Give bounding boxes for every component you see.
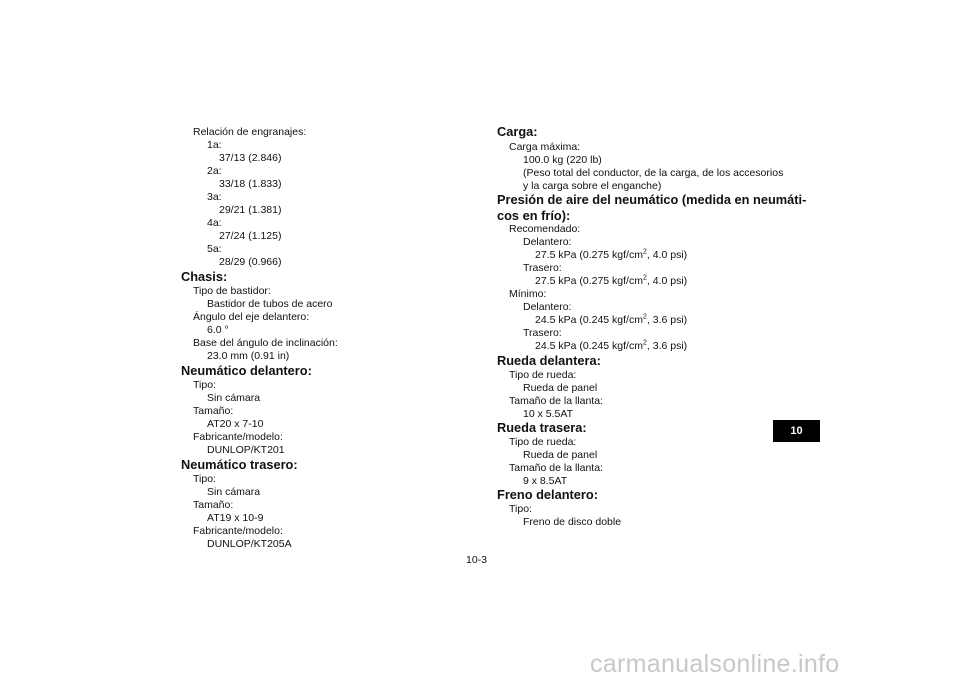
gear-5-label: 5a:: [207, 243, 222, 255]
gear-2-label: 2a:: [207, 165, 222, 177]
front-tire-size-value: AT20 x 7-10: [207, 418, 264, 430]
watermark: carmanualsonline.info: [590, 650, 840, 678]
trail-label: Base del ángulo de inclinación:: [193, 337, 338, 349]
load-note-2: y la carga sobre el enganche): [523, 180, 662, 192]
chapter-tab: 10: [773, 420, 820, 442]
minimum-label: Mínimo:: [509, 288, 547, 300]
gear-ratio-label: Relación de engranajes:: [193, 126, 307, 138]
load-heading: Carga:: [497, 124, 538, 139]
frame-type-label: Tipo de bastidor:: [193, 285, 271, 297]
rear-tire-maker-value: DUNLOP/KT205A: [207, 538, 292, 550]
caster-label: Ángulo del eje delantero:: [193, 311, 310, 323]
gear-3-value: 29/21 (1.381): [219, 204, 282, 216]
front-brake-type-value: Freno de disco doble: [523, 516, 622, 528]
front-tire-type-value: Sin cámara: [207, 392, 261, 404]
pressure-heading-2: cos en frío):: [497, 208, 571, 223]
rear-tire-size-value: AT19 x 10-9: [207, 512, 264, 524]
rear-rim-label: Tamaño de la llanta:: [509, 462, 603, 474]
min-front-value: 24.5 kPa (0.245 kgf/$cm^2$, 3.6 psi): [535, 313, 688, 326]
rear-tire-type-label: Tipo:: [193, 473, 216, 485]
front-rim-label: Tamaño de la llanta:: [509, 395, 603, 407]
front-wheel-heading: Rueda delantera:: [497, 353, 601, 368]
rear-tire-heading: Neumático trasero:: [181, 457, 298, 472]
front-tire-type-label: Tipo:: [193, 379, 216, 391]
front-brake-type-label: Tipo:: [509, 503, 532, 515]
rear-wheel-type-label: Tipo de rueda:: [509, 436, 577, 448]
rear-rim-value: 9 x 8.5AT: [523, 475, 568, 487]
rec-rear-label: Trasero:: [523, 262, 562, 274]
gear-3-label: 3a:: [207, 191, 222, 203]
front-tire-size-label: Tamaño:: [193, 405, 234, 417]
rear-tire-size-label: Tamaño:: [193, 499, 234, 511]
front-tire-maker-value: DUNLOP/KT201: [207, 444, 285, 456]
front-tire-heading: Neumático delantero:: [181, 363, 312, 378]
chassis-heading: Chasis:: [181, 269, 228, 284]
load-note-1: (Peso total del conductor, de la carga, de los accesorios: [523, 167, 784, 179]
rec-rear-value: 27.5 kPa (0.275 kgf/$cm^2$, 4.0 psi): [535, 274, 688, 287]
rear-tire-maker-label: Fabricante/modelo:: [193, 525, 283, 537]
front-rim-value: 10 x 5.5AT: [523, 408, 573, 420]
gear-1-value: 37/13 (2.846): [219, 152, 282, 164]
rear-wheel-type-value: Rueda de panel: [523, 449, 598, 461]
front-wheel-type-label: Tipo de rueda:: [509, 369, 577, 381]
trail-value: 23.0 mm (0.91 in): [207, 350, 290, 362]
min-front-label: Delantero:: [523, 301, 572, 313]
front-tire-maker-label: Fabricante/modelo:: [193, 431, 283, 443]
front-wheel-type-value: Rueda de panel: [523, 382, 598, 394]
recommended-label: Recomendado:: [509, 223, 581, 235]
gear-1-label: 1a:: [207, 139, 222, 151]
rear-tire-type-value: Sin cámara: [207, 486, 261, 498]
gear-4-value: 27/24 (1.125): [219, 230, 282, 242]
gear-4-label: 4a:: [207, 217, 222, 229]
min-rear-value: 24.5 kPa (0.245 kgf/$cm^2$, 3.6 psi): [535, 339, 688, 352]
rec-front-label: Delantero:: [523, 236, 572, 248]
rec-front-value: 27.5 kPa (0.275 kgf/$cm^2$, 4.0 psi): [535, 248, 688, 261]
max-load-value: 100.0 kg (220 lb): [523, 154, 602, 166]
page-number: 10-3: [466, 554, 488, 566]
gear-5-value: 28/29 (0.966): [219, 256, 282, 268]
min-rear-label: Trasero:: [523, 327, 562, 339]
pressure-heading-1: Presión de aire del neumático (medida en neumáti-: [497, 192, 807, 207]
gear-2-value: 33/18 (1.833): [219, 178, 282, 190]
frame-type-value: Bastidor de tubos de acero: [207, 298, 333, 310]
max-load-label: Carga máxima:: [509, 141, 581, 153]
rear-wheel-heading: Rueda trasera:: [497, 420, 587, 435]
caster-value: 6.0 °: [207, 324, 229, 336]
front-brake-heading: Freno delantero:: [497, 487, 598, 502]
